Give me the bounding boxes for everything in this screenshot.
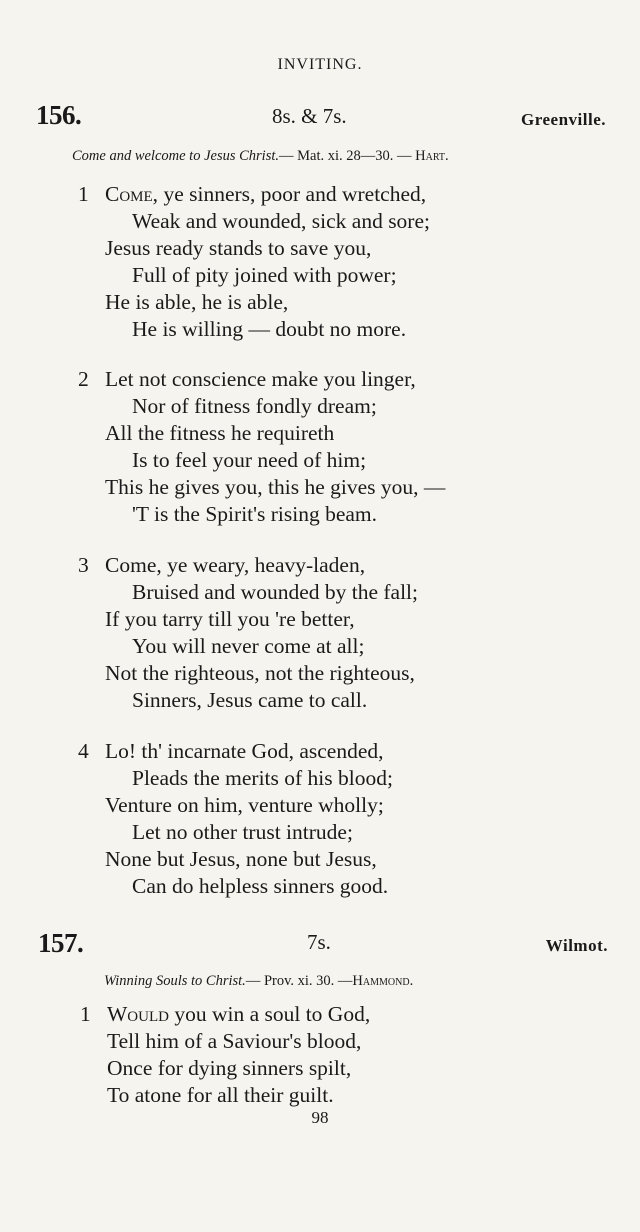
verse-line: Bruised and wounded by the fall; — [132, 580, 419, 604]
verse-line: Let not conscience make you linger, — [105, 367, 416, 391]
verse-line: Jesus ready stands to save you, — [105, 236, 372, 260]
verse-line: All the fitness he requireth — [105, 421, 335, 445]
verse-line: Not the righteous, not the righteous, — [105, 661, 415, 685]
verse-line: Once for dying sinners spilt, — [107, 1056, 352, 1080]
verse-line: Lo! th' incarnate God, ascended, — [105, 739, 384, 763]
verse-line: He is willing — doubt no more. — [132, 317, 407, 341]
hymn-subtitle — [104, 973, 413, 990]
verse-number: 1 — [78, 182, 89, 206]
hymn-meter: 7s. — [307, 930, 331, 954]
verse-number: 4 — [78, 739, 89, 763]
verse-line: Is to feel your need of him; — [132, 448, 367, 472]
verse-line: Tell him of a Saviour's blood, — [107, 1029, 362, 1053]
verse-number: 2 — [78, 367, 89, 391]
subtitle-author: Hammond. — [352, 973, 414, 989]
verse-line: 'T is the Spirit's rising beam. — [132, 502, 378, 526]
verse-number: 1 — [80, 1002, 91, 1026]
subtitle-author: Hart. — [415, 148, 449, 164]
verse-lead-word: Come, — [105, 182, 159, 206]
verse-lead-word: Would — [107, 1002, 169, 1026]
verse-line — [105, 182, 426, 207]
hymn-meter: 8s. & 7s. — [272, 104, 347, 128]
hymn-tune: Greenville. — [521, 110, 606, 129]
verse-line: Nor of fitness fondly dream; — [132, 394, 377, 418]
page-number: 98 — [311, 1108, 329, 1127]
verse-line: None but Jesus, none but Jesus, — [105, 847, 377, 871]
hymn-number: 157. — [38, 928, 84, 958]
verse-line: Let no other trust intrude; — [132, 820, 353, 844]
verse-line: Venture on him, venture wholly; — [105, 793, 384, 817]
subtitle-reference: — Mat. xi. 28—30. — — [279, 148, 412, 164]
verse-number: 3 — [78, 553, 89, 577]
verse-line: You will never come at all; — [132, 634, 365, 658]
verse-line: Full of pity joined with power; — [132, 263, 397, 287]
verse-line: Sinners, Jesus came to call. — [132, 688, 368, 712]
verse-line: This he gives you, this he gives you, — — [105, 475, 446, 499]
verse-line: If you tarry till you 're better, — [105, 607, 355, 631]
verse-line: He is able, he is able, — [105, 290, 289, 314]
hymn-tune: Wilmot. — [545, 936, 608, 955]
subtitle-reference: — Prov. xi. 30. — — [245, 973, 353, 989]
subtitle-title: Winning Souls to Christ. — [104, 973, 246, 989]
verse-line: Come, ye weary, heavy-laden, — [105, 553, 366, 577]
verse-line: Pleads the merits of his blood; — [132, 766, 393, 790]
verse-line: To atone for all their guilt. — [107, 1083, 334, 1107]
verse-line-rest: you win a soul to God, — [168, 1002, 371, 1026]
subtitle-title: Come and welcome to Jesus Christ. — [72, 148, 280, 164]
verse-line — [107, 1002, 370, 1027]
hymn-subtitle — [72, 148, 449, 165]
verse-line: Can do helpless sinners good. — [132, 874, 389, 898]
hymn-number: 156. — [36, 100, 82, 130]
verse-line-rest: ye sinners, poor and wretched, — [158, 182, 427, 206]
verse-line: Weak and wounded, sick and sore; — [132, 209, 430, 233]
running-head: INVITING. — [277, 56, 363, 73]
